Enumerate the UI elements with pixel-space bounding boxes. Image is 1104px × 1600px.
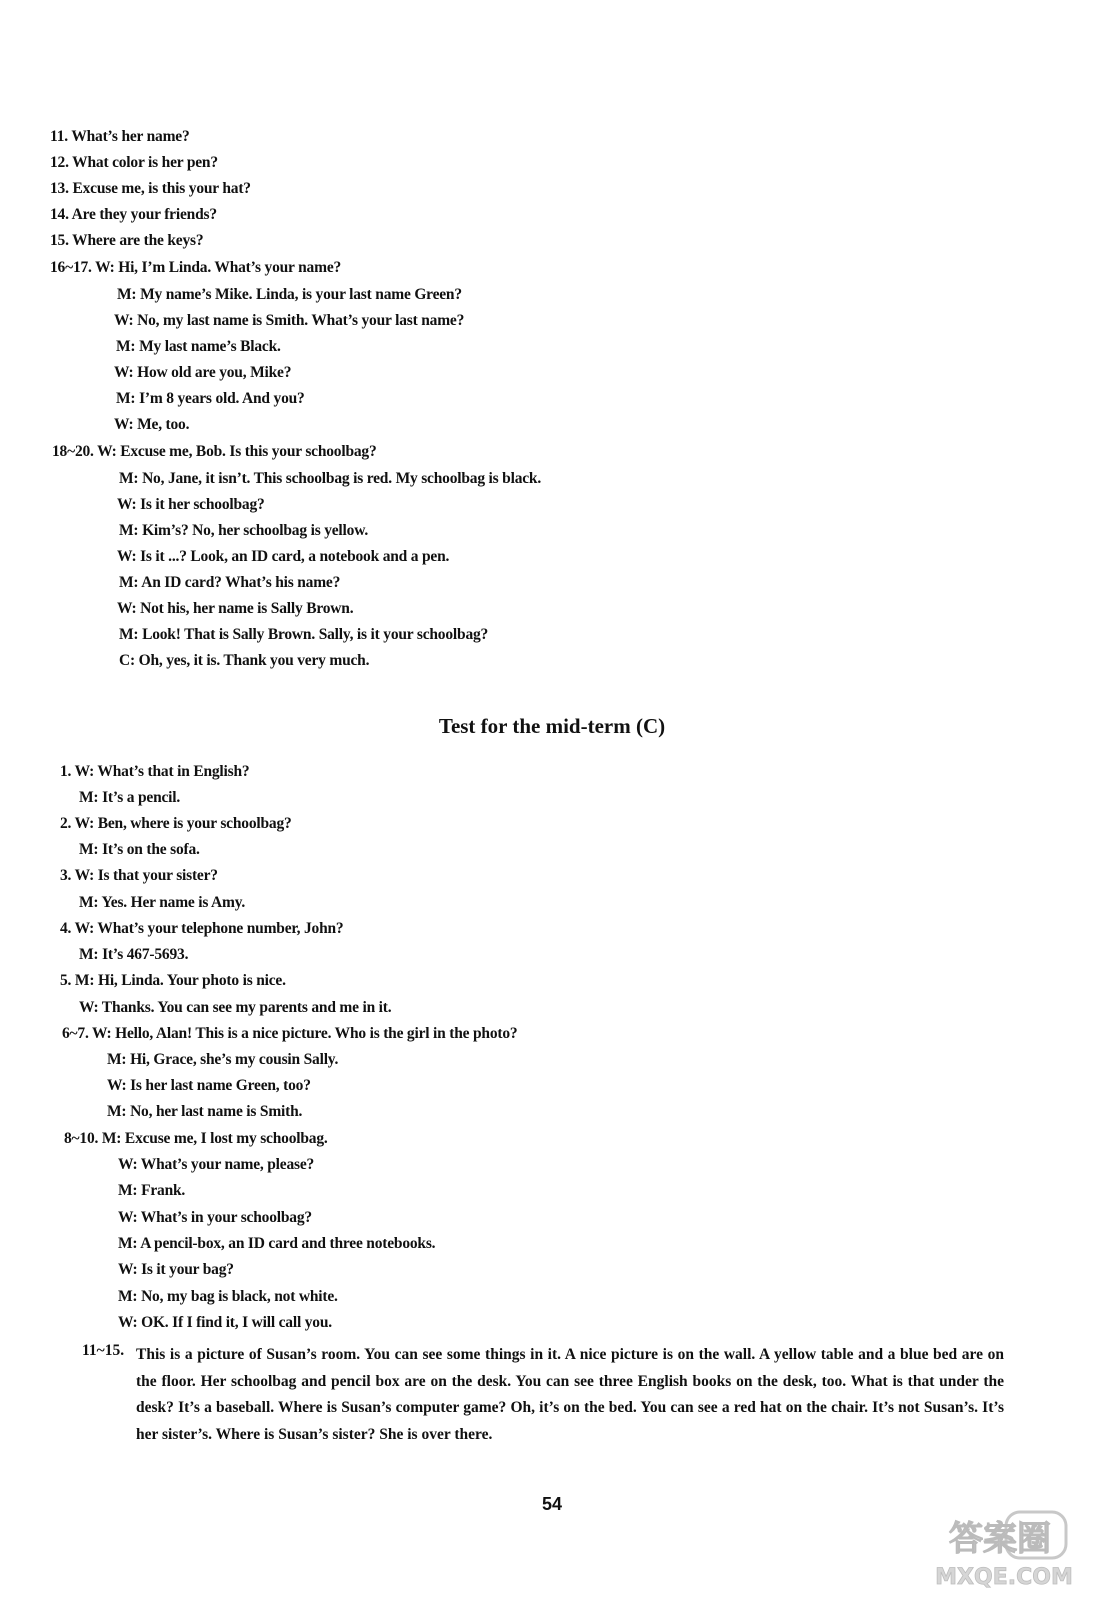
dialogue-line: W: Is it ...? Look, an ID card, a notebook and a pen. [117,548,450,565]
dialogue-line: W: No, my last name is Smith. What’s your last name? [114,312,465,329]
dialogue-line: W: How old are you, Mike? [114,364,292,381]
question-15: 15. Where are the keys? [50,232,204,249]
dialogue-line: M: Look! That is Sally Brown. Sally, is it your schoolbag? [119,626,489,643]
dialogue-line: W: Is it your bag? [118,1261,234,1278]
dialogue-5-line: 5. M: Hi, Linda. Your photo is nice. [60,972,286,989]
dialogue-line: W: What’s your name, please? [118,1156,315,1173]
watermark-logo [920,1508,1090,1590]
dialogue-line: M: My name’s Mike. Linda, is your last name Green? [117,286,462,303]
dialogue-line: C: Oh, yes, it is. Thank you very much. [119,652,370,669]
dialogue-line: M: Hi, Grace, she’s my cousin Sally. [107,1051,339,1068]
dialogue-2-line: 2. W: Ben, where is your schoolbag? [60,815,292,832]
dialogue-16-17-line: 16~17. W: Hi, I’m Linda. What’s your name? [50,259,342,276]
dialogue-line: M: It’s a pencil. [79,789,181,806]
dialogue-line: W: Is it her schoolbag? [117,496,265,513]
watermark-bottom-text: MXQE.COM [935,1565,1073,1590]
dialogue-line: M: A pencil-box, an ID card and three notebooks. [118,1235,436,1252]
dialogue-line: M: It’s on the sofa. [79,841,200,858]
dialogue-line: W: Thanks. You can see my parents and me in it. [79,999,392,1016]
dialogue-18-20-line: 18~20. W: Excuse me, Bob. Is this your schoolbag? [52,443,377,460]
watermark-top-text: 答案圈 [949,1519,1051,1559]
dialogue-line: M: An ID card? What’s his name? [119,574,341,591]
dialogue-3-line: 3. W: Is that your sister? [60,867,218,884]
question-11: 11. What’s her name? [50,128,190,145]
question-13: 13. Excuse me, is this your hat? [50,180,251,197]
question-14: 14. Are they your friends? [50,206,217,223]
dialogue-line: W: What’s in your schoolbag? [118,1209,312,1226]
dialogue-line: W: Me, too. [114,416,190,433]
dialogue-6-7-line: 6~7. W: Hello, Alan! This is a nice picture. Who is the girl in the photo? [62,1025,518,1042]
section-title: Test for the mid-term (C) [438,714,666,738]
dialogue-line: M: My last name’s Black. [116,338,281,355]
dialogue-1-line: 1. W: What’s that in English? [60,763,250,780]
dialogue-line: M: No, her last name is Smith. [107,1103,303,1120]
dialogue-line: W: OK. If I find it, I will call you. [118,1314,332,1331]
dialogue-line: W: Not his, her name is Sally Brown. [117,600,354,617]
dialogue-8-10-line: 8~10. M: Excuse me, I lost my schoolbag. [64,1130,328,1147]
dialogue-line: W: Is her last name Green, too? [107,1077,311,1094]
dialogue-4-line: 4. W: What’s your telephone number, John? [60,920,344,937]
dialogue-line: M: It’s 467-5693. [79,946,189,963]
page-number: 54 [541,1494,563,1514]
dialogue-line: M: No, my bag is black, not white. [118,1288,338,1305]
dialogue-line: M: I’m 8 years old. And you? [116,390,305,407]
dialogue-line: M: Kim’s? No, her schoolbag is yellow. [119,522,369,539]
dialogue-line: M: No, Jane, it isn’t. This schoolbag is red. My schoolbag is black. [119,470,542,487]
dialogue-line: M: Yes. Her name is Amy. [79,894,246,911]
passage-number: 11~15. [82,1342,125,1359]
question-12: 12. What color is her pen? [50,154,218,171]
dialogue-line: M: Frank. [118,1182,186,1199]
passage-text: This is a picture of Susan’s room. You can see some things in it. A nice picture is on the wall. A yellow table and a blue bed are on the floor. Her schoolbag and pencil box are on the desk. You can see three English books on the desk, too. What is that under the desk? It’s a baseball. Where is Susan’s computer game? Oh, it’s on the bed. You can see a red hat on the chair. It’s not Susan’s. It’s her sister’s. Where is Susan’s sister? She is over there. [136,1346,1004,1443]
